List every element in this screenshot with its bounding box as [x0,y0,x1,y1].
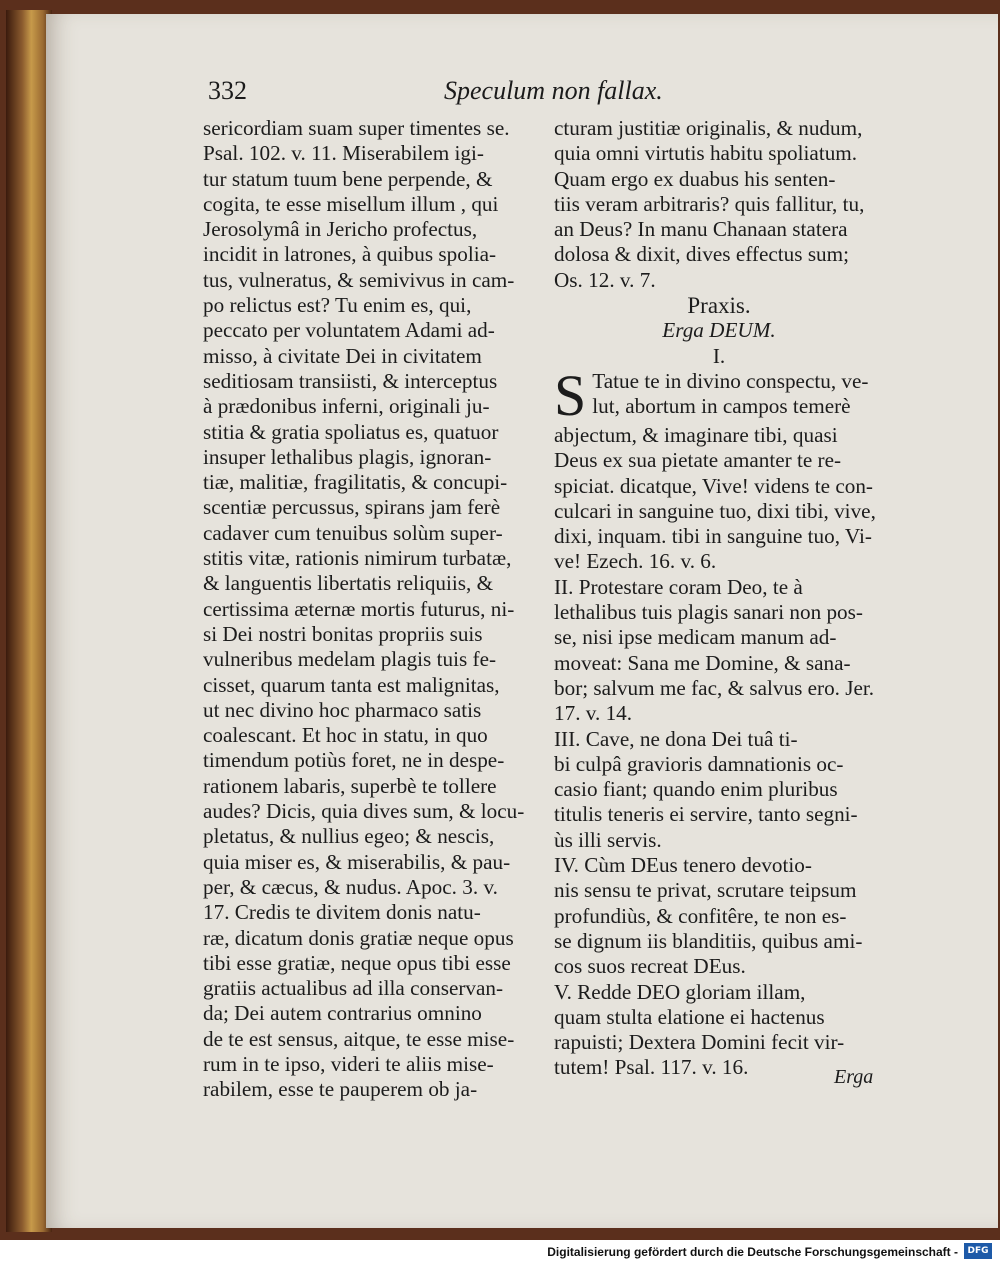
section-two [554,575,894,727]
text-line: bi culpâ gravioris damnationis oc- [554,751,844,776]
text-line: tutem! Psal. 117. v. 16. [554,1055,749,1080]
book-page [46,14,998,1228]
text-line: stitis vitæ, rationis nimirum turbatæ, [203,546,512,571]
right-text-column [554,116,894,1081]
text-line: II. Protestare coram Deo, te à [554,574,803,599]
dfg-logo: DFG [964,1243,992,1259]
text-line: quia miser es, & miserabilis, & pau- [203,849,511,874]
praxis-heading: Praxis. [687,293,751,319]
text-line: tibi esse gratiæ, neque opus tibi esse [203,950,511,975]
text-line: cisset, quarum tanta est malignitas, [203,672,500,697]
text-line: Psal. 102. v. 11. Miserabilem igi- [203,141,484,166]
text-line: 17. v. 14. [554,701,633,726]
text-line: casio fiant; quando enim pluribus [554,777,838,802]
text-line: per, & cæcus, & nudus. Apoc. 3. v. [203,874,498,899]
text-line: 17. Credis te divitem donis natu- [203,900,481,925]
text-line: dixi, inquam. tibi in sanguine tuo, Vi- [554,524,872,549]
text-line: tiis veram arbitraris? quis fallitur, tu, [554,191,865,216]
text-line: profundiùs, & confitêre, te non es- [554,903,847,928]
text-line: ve! Ezech. 16. v. 6. [554,549,717,574]
text-line: cadaver cum tenuibus solùm super- [203,520,503,545]
text-line: ùs illi servis. [554,827,662,852]
text-line: tus, vulneratus, & semivivus in cam- [203,267,515,292]
text-line: ut nec divino hoc pharmaco satis [203,697,482,722]
text-line: III. Cave, ne dona Dei tuâ ti- [554,726,798,751]
erga-deum-heading: Erga DEUM. [662,318,776,343]
left-text-column [203,116,543,1103]
text-line: rabilem, esse te pauperem ob ja- [203,1077,478,1102]
text-line: tur statum tuum bene perpende, & [203,166,493,191]
text-line: gratiis actualibus ad illa conservan- [203,976,504,1001]
text-line: rationem labaris, superbè te tollere [203,773,497,798]
page-number: 332 [208,76,247,105]
text-line: vulneribus medelam plagis tuis fe- [203,647,497,672]
section-four [554,853,894,979]
text-line: audes? Dicis, quia dives sum, & locu- [203,799,525,824]
text-line: nis sensu te privat, scrutare teipsum [554,878,857,903]
text-line: cturam justitiæ originalis, & nudum, [554,116,863,140]
text-line: lethalibus tuis plagis sanari non pos- [554,600,863,625]
section-one [554,362,894,575]
section-one-opening [554,369,894,420]
text-line: cogita, te esse misellum illum , qui [203,191,499,216]
text-line: abjectum, & imaginare tibi, quasi [554,422,838,447]
text-line: stitia & gratia spoliatus es, quatuor [203,419,499,444]
section-three [554,727,894,853]
text-line: sericordiam suam super timentes se. [203,116,510,140]
intro-paragraph [554,116,894,293]
text-line: Tatue te in divino conspectu, ve- [592,368,869,393]
text-line: ræ, dicatum donis gratiæ neque opus [203,925,514,950]
text-line: à prædonibus inferni, originali ju- [203,394,490,419]
text-line: si Dei nostri bonitas propriis suis [203,621,483,646]
text-line: po relictus est? Tu enim es, qui, [203,293,472,318]
text-line: quia omni virtutis habitu spoliatum. [554,141,858,166]
text-line: incidit in latrones, à quibus spolia- [203,242,497,267]
text-line: peccato per voluntatem Adami ad- [203,318,495,343]
text-line: tiæ, malitiæ, fragilitatis, & concupi- [203,470,508,495]
text-line: rum in te ipso, videri te aliis mise- [203,1051,494,1076]
digitization-credit-bar [0,1240,1000,1264]
section-numeral-one: I. [712,343,726,368]
catchword: Erga [834,1066,874,1088]
section-one-body [554,423,894,575]
text-line: pletatus, & nullius egeo; & nescis, [203,824,495,849]
text-line: lut, abortum in campos temerè [592,394,851,419]
text-line: cos suos recreat DEus. [554,954,746,979]
text-line: rapuisti; Dextera Domini fecit vir- [554,1030,845,1055]
running-head: Speculum non fallax. [444,76,663,105]
text-line: scentiæ percussus, spirans jam ferè [203,495,501,520]
funding-credit: Digitalisierung gefördert durch die Deutsche Forschungsgemeinschaft - [547,1245,958,1259]
page-header [46,72,998,112]
text-line: timendum potiùs foret, ne in despe- [203,748,505,773]
text-line: insuper lethalibus plagis, ignoran- [203,444,492,469]
text-line: quam stulta elatione ei hactenus [554,1004,825,1029]
text-line: seditiosam transiisti, & interceptus [203,368,498,393]
text-line: se, nisi ipse medicam manum ad- [554,625,837,650]
text-line: culcari in sanguine tuo, dixi tibi, vive, [554,498,876,523]
text-line: Os. 12. v. 7. [554,267,656,292]
text-line: V. Redde DEO gloriam illam, [554,979,806,1004]
text-line: dolosa & dixit, dives effectus sum; [554,242,850,267]
text-line: spiciat. dicatque, Vive! videns te con- [554,473,873,498]
text-line: de te est sensus, aitque, te esse mise- [203,1026,515,1051]
text-line: Quam ergo ex duabus his senten- [554,166,836,191]
drop-initial: S [554,362,587,428]
text-line: IV. Cùm DEus tenero devotio- [554,853,812,878]
text-line: se dignum iis blanditiis, quibus ami- [554,928,863,953]
text-line: certissima æternæ mortis futurus, ni- [203,596,515,621]
text-line: misso, à civitate Dei in civitatem [203,343,482,368]
text-line: Jerosolymâ in Jericho profectus, [203,217,478,242]
text-line: moveat: Sana me Domine, & sana- [554,650,851,675]
text-line: titulis teneris ei servire, tanto segni- [554,802,858,827]
text-line: Deus ex sua pietate amanter te re- [554,448,842,473]
text-line: bor; salvum me fac, & salvus ero. Jer. [554,675,875,700]
text-line: an Deus? In manu Chanaan statera [554,217,848,242]
text-line: & languentis libertatis reliquiis, & [203,571,494,596]
text-line: coalescant. Et hoc in statu, in quo [203,723,488,748]
text-line: da; Dei autem contrarius omnino [203,1001,482,1026]
